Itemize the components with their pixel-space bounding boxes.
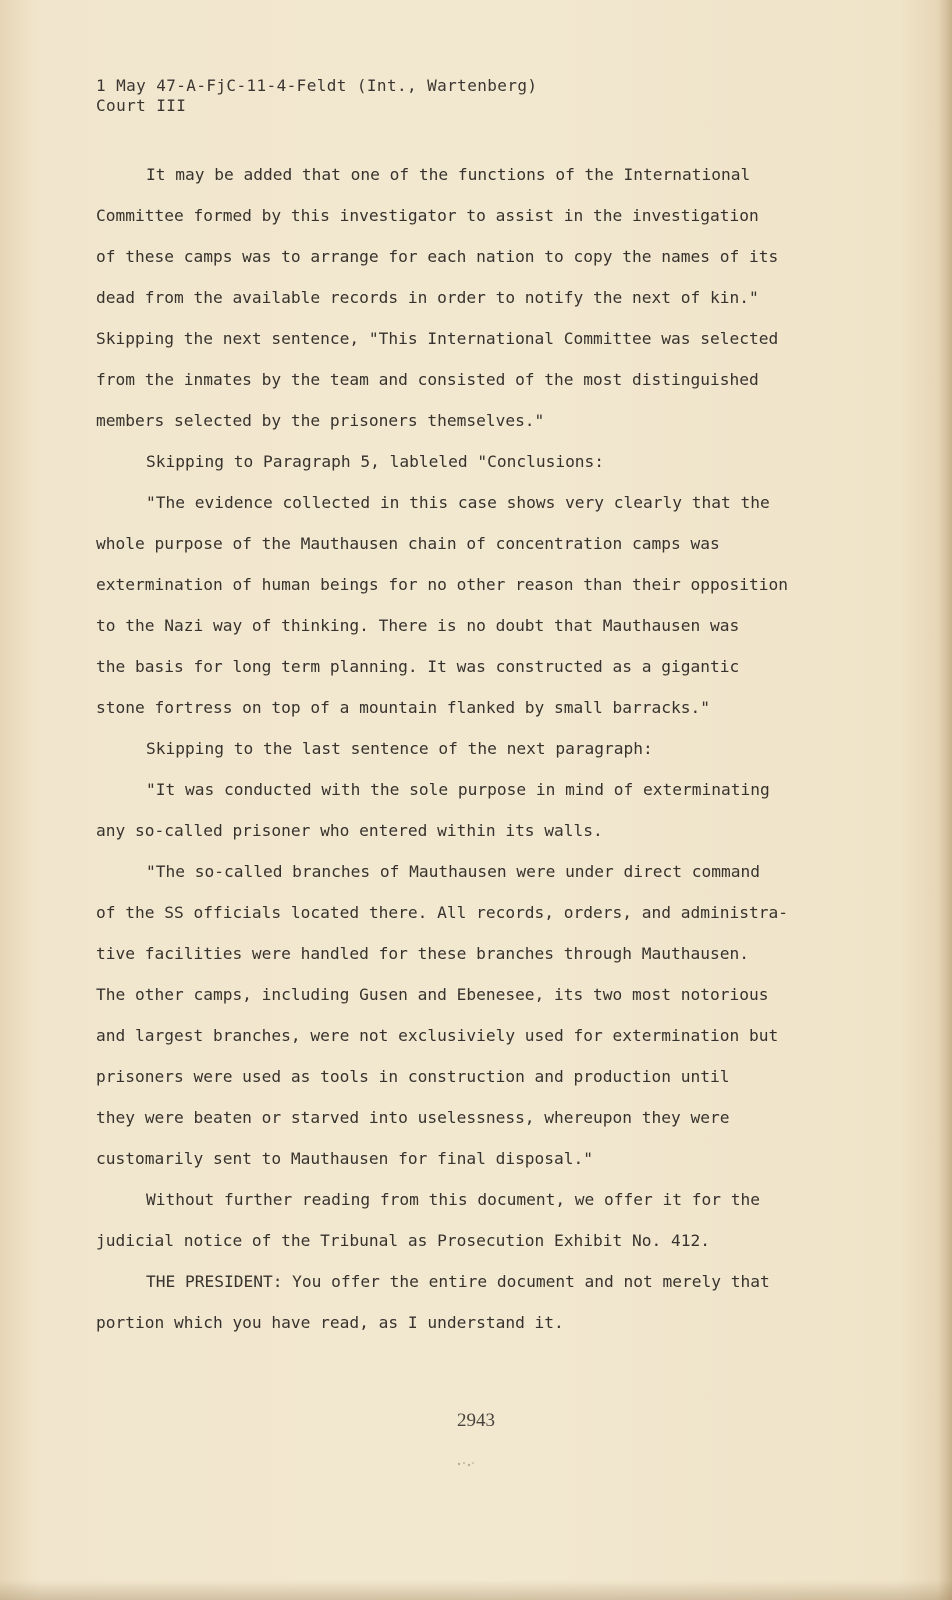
- transcript-line: judicial notice of the Tribunal as Prosecution Exhibit No. 412.: [96, 1231, 710, 1250]
- transcript-line: any so-called prisoner who entered within its walls.: [96, 821, 603, 840]
- transcript-line: and largest branches, were not exclusiviely used for extermination but: [96, 1026, 779, 1045]
- transcript-line: of these camps was to arrange for each nation to copy the names of its: [96, 247, 779, 266]
- transcript-line: extermination of human beings for no other reason than their opposition: [96, 575, 788, 594]
- transcript-line: "The evidence collected in this case shows very clearly that the: [146, 493, 770, 512]
- paper-edge-shadow-right: [938, 0, 952, 1600]
- transcript-line: dead from the available records in order to notify the next of kin.": [96, 288, 759, 307]
- transcript-line: of the SS officials located there. All records, orders, and administra-: [96, 903, 788, 922]
- transcript-line: tive facilities were handled for these branches through Mauthausen.: [96, 944, 749, 963]
- paper-edge-shadow-bottom: [0, 1580, 952, 1600]
- ink-smudge-mark: [455, 1458, 477, 1470]
- transcript-body: [96, 154, 836, 1343]
- transcript-line: whole purpose of the Mauthausen chain of concentration camps was: [96, 534, 720, 553]
- transcript-line: prisoners were used as tools in construction and production until: [96, 1067, 730, 1086]
- transcript-line: they were beaten or starved into uselessness, whereupon they were: [96, 1108, 730, 1127]
- transcript-line: Committee formed by this investigator to assist in the investigation: [96, 206, 759, 225]
- transcript-line: members selected by the prisoners themselves.": [96, 411, 545, 430]
- transcript-line: Skipping to Paragraph 5, lableled "Conclusions:: [146, 452, 605, 471]
- transcript-line: The other camps, including Gusen and Ebenesee, its two most notorious: [96, 985, 769, 1004]
- transcript-line: "It was conducted with the sole purpose in mind of exterminating: [146, 780, 770, 799]
- header-reference-line: 1 May 47-A-FjC-11-4-Feldt (Int., Wartenberg): [96, 76, 538, 95]
- header-court-line: Court III: [96, 96, 187, 115]
- document-header: [96, 76, 537, 116]
- transcript-line: portion which you have read, as I understand it.: [96, 1313, 564, 1332]
- transcript-line: Without further reading from this document, we offer it for the: [146, 1190, 760, 1209]
- transcript-line: the basis for long term planning. It was constructed as a gigantic: [96, 657, 740, 676]
- transcript-line: from the inmates by the team and consisted of the most distinguished: [96, 370, 759, 389]
- transcript-line: Skipping the next sentence, "This International Committee was selected: [96, 329, 779, 348]
- transcript-line: It may be added that one of the functions of the International: [146, 165, 751, 184]
- page-number: 2943: [457, 1410, 495, 1431]
- transcript-line: stone fortress on top of a mountain flanked by small barracks.": [96, 698, 710, 717]
- transcript-line: THE PRESIDENT: You offer the entire document and not merely that: [146, 1272, 770, 1291]
- transcript-line: "The so-called branches of Mauthausen were under direct command: [146, 862, 760, 881]
- transcript-line: Skipping to the last sentence of the next paragraph:: [146, 739, 653, 758]
- transcript-line: customarily sent to Mauthausen for final disposal.": [96, 1149, 594, 1168]
- transcript-line: to the Nazi way of thinking. There is no doubt that Mauthausen was: [96, 616, 740, 635]
